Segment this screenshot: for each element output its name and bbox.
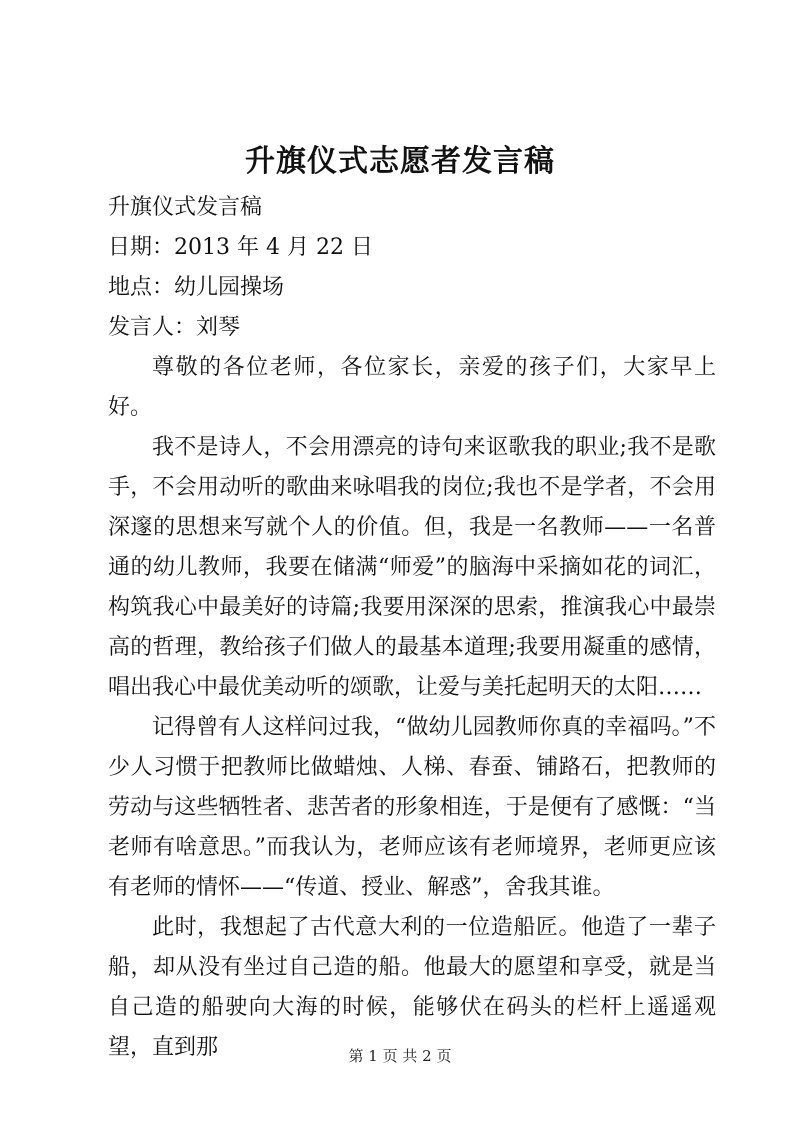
- header-line-location: 地点：幼儿园操场: [108, 275, 285, 300]
- paragraph-body: 记得曾有人这样问过我，“做幼儿园教师你真的幸福吗。”不少人习惯于把教师比做蜡烛、人梯、春蚕、铺路石，把教师的劳动与这些牺牲者、悲苦者的形象相连，于是便有了感慨：“当老师有啥意思。”而我认为，老师应该有老师境界，老师更应该有老师的情怀——“传道、授业、解惑”，舍我其谁。: [108, 715, 716, 900]
- paragraph-greeting: 尊敬的各位老师，各位家长，亲爱的孩子们，大家早上好。: [108, 355, 716, 420]
- paragraph-body: 我不是诗人，不会用漂亮的诗句来讴歌我的职业;我不是歌手，不会用动听的歌曲来咏唱我的岗位;我也不是学者，不会用深邃的思想来写就个人的价值。但，我是一名教师——一名普通的幼儿教师，我要在储满“师爱”的脑海中采摘如花的词汇，构筑我心中最美好的诗篇;我要用深深的思索，推演我心中最崇高的哲理，教给孩子们做人的最基本道理;我要用凝重的感情，唱出我心中最优美动听的颂歌，让爱与美托起明天的太阳……: [108, 435, 716, 700]
- header-line-speaker: 发言人：刘琴: [108, 315, 241, 340]
- document-title: 升旗仪式志愿者发言稿: [245, 144, 555, 179]
- page-footer: 第 1 页 共 2 页: [348, 1047, 452, 1065]
- header-line-title: 升旗仪式发言稿: [108, 195, 263, 220]
- paragraph-body: 此时，我想起了古代意大利的一位造船匠。他造了一辈子船，却从没有坐过自己造的船。他最大的愿望和享受，就是当自己造的船驶向大海的时候，能够伏在码头的栏杆上遥遥观望，直到那: [108, 915, 716, 1060]
- header-line-date: 日期：2013 年 4 月 22 日: [108, 235, 373, 260]
- document-body: [108, 188, 716, 1068]
